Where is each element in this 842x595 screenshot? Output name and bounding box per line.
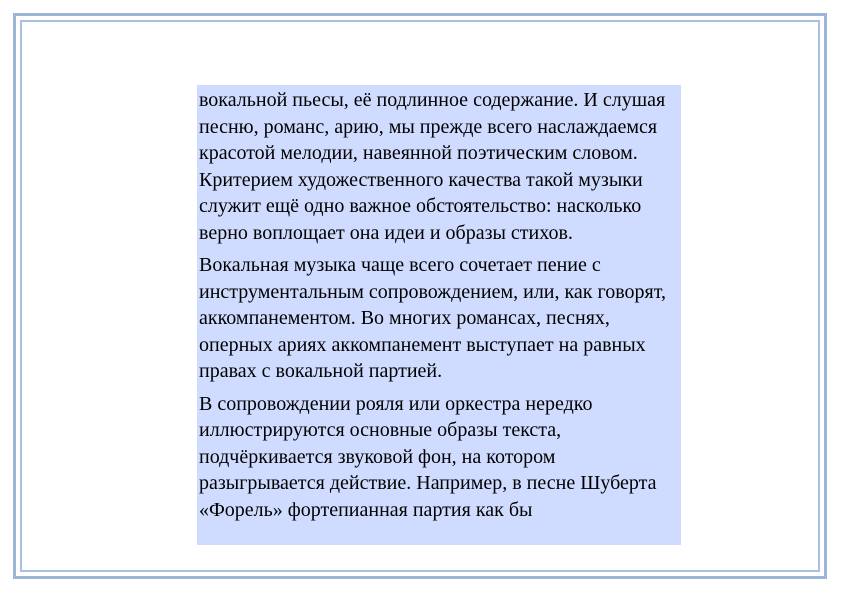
highlighted-text-block: [197, 85, 681, 545]
paragraph-1: вокальной пьесы, её подлинное содержание. И слушая песню, романс, арию, мы прежде всего наслаждаемся красотой мелодии, навеянной поэтическим словом. Критерием художественного качества такой музыки служит ещё одно важное обстоятельство: насколько верно воплощает она идеи и образы стихов.: [199, 89, 666, 244]
paragraph-3: В сопровождении рояля или оркестра нередко иллюстрируются основные образы текста, подчёркивается звуковой фон, на котором разыгрывается действие. Например, в песне Шуберта «Форель» фортепианная партия как бы: [199, 392, 657, 521]
paragraph-2: Вокальная музыка чаще всего сочетает пение с инструментальным сопровождением, или, как говорят, аккомпанементом. Во многих романсах, песнях, оперных ариях аккомпанемент выступает на равных правах с вокальной партией.: [199, 254, 666, 382]
